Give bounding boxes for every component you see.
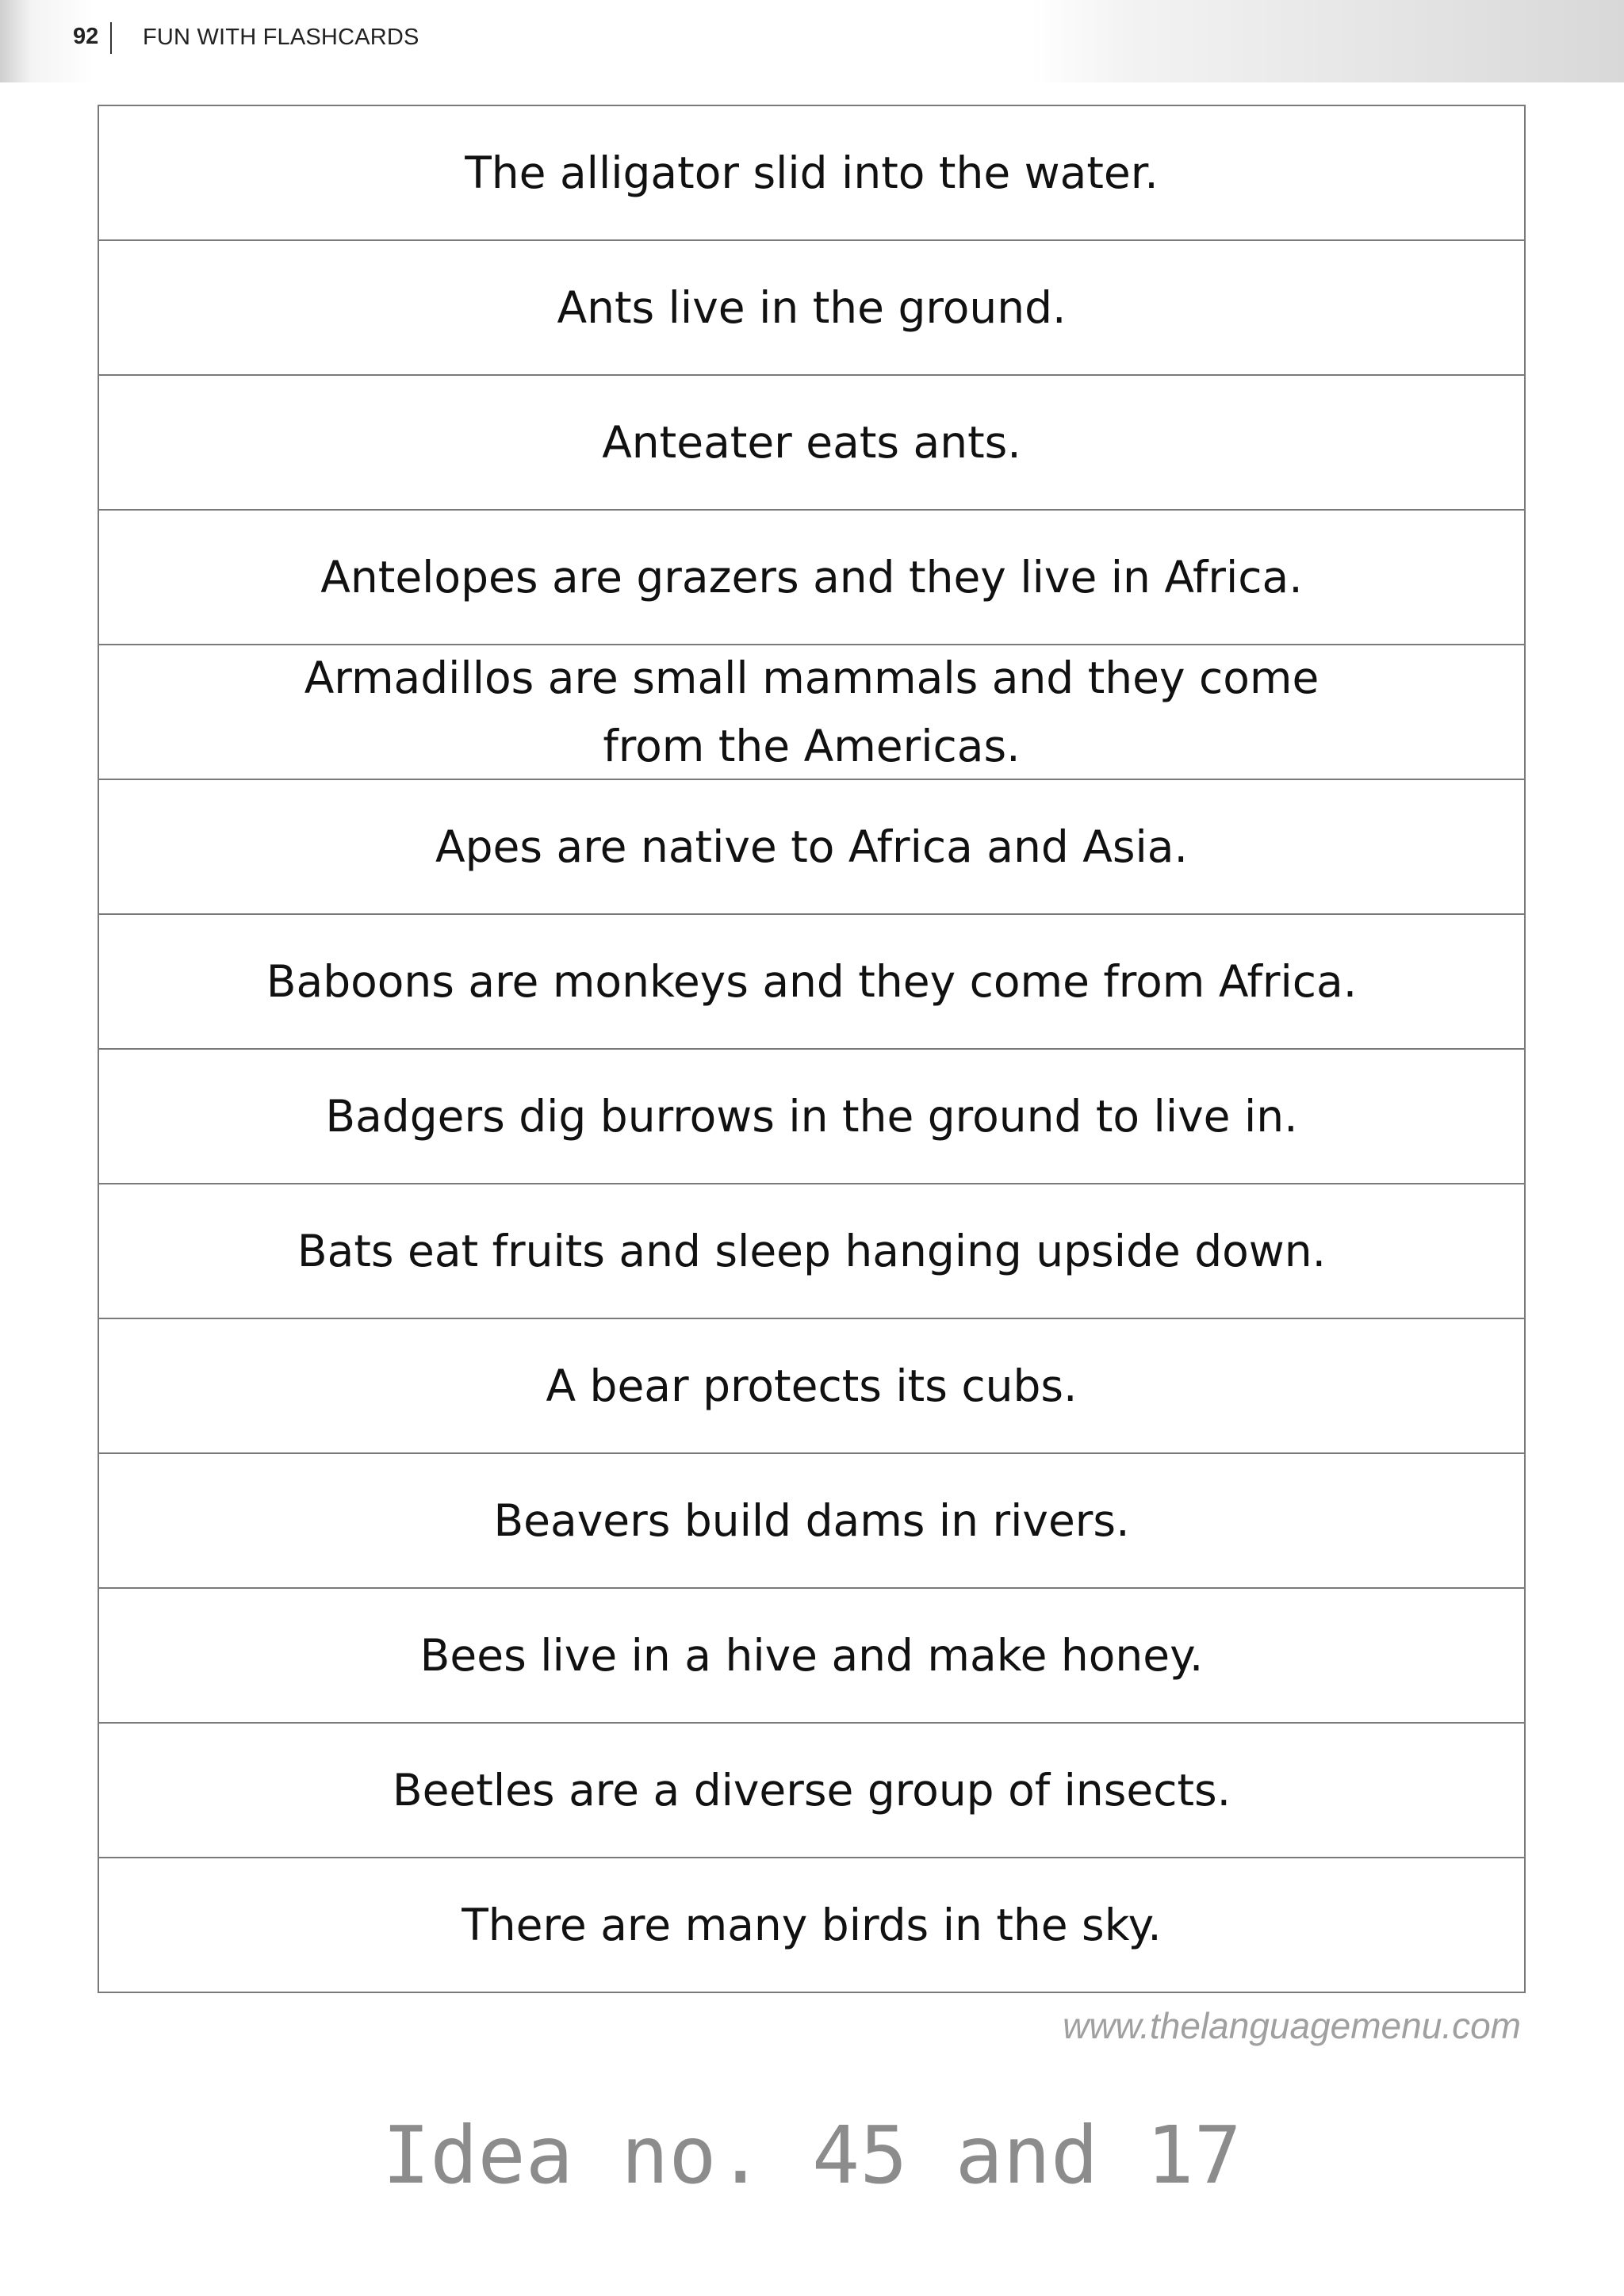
flashcard-sentence: A bear protects its cubs.	[546, 1360, 1078, 1411]
flashcard-sentence: Antelopes are grazers and they live in Africa.	[320, 552, 1303, 603]
flashcard-row	[99, 1724, 1524, 1858]
page-header	[0, 0, 1624, 82]
flashcard-sentence: Beetles are a diverse group of insects.	[392, 1765, 1231, 1816]
flashcard-sentence: Anteater eats ants.	[602, 417, 1021, 468]
flashcard-sentence: Baboons are monkeys and they come from Africa.	[266, 956, 1358, 1007]
flashcard-row	[99, 106, 1524, 241]
flashcard-row	[99, 1454, 1524, 1589]
flashcard-row	[99, 915, 1524, 1050]
page-number: 92	[73, 24, 99, 49]
flashcard-row	[99, 241, 1524, 376]
flashcard-row	[99, 645, 1524, 780]
running-title: FUN WITH FLASHCARDS	[143, 25, 419, 50]
flashcard-sentence: Armadillos are small mammals and they come from the Americas.	[304, 652, 1320, 771]
flashcard-row	[99, 376, 1524, 511]
flashcard-sentence: Apes are native to Africa and Asia.	[435, 821, 1188, 872]
flashcard-sentence: Bats eat fruits and sleep hanging upside down.	[297, 1226, 1327, 1276]
flashcard-row	[99, 1050, 1524, 1184]
flashcard-row	[99, 511, 1524, 645]
flashcard-sentence: Bees live in a hive and make honey.	[419, 1630, 1204, 1681]
flashcard-sentence: Ants live in the ground.	[557, 282, 1067, 333]
flashcard-row	[99, 780, 1524, 915]
flashcard-row	[99, 1184, 1524, 1319]
flashcard-row	[99, 1589, 1524, 1724]
website-url: www.thelanguagemenu.com	[1063, 2005, 1521, 2046]
header-separator	[110, 22, 112, 54]
flashcard-row	[99, 1319, 1524, 1454]
flashcard-sentence: There are many birds in the sky.	[462, 1900, 1162, 1950]
flashcard-sentence: Badgers dig burrows in the ground to live in.	[325, 1091, 1298, 1142]
flashcard-sentence: The alligator slid into the water.	[465, 147, 1159, 198]
flashcard-table	[98, 105, 1526, 1993]
flashcard-row	[99, 1858, 1524, 1993]
idea-caption: Idea no. 45 and 17	[382, 2109, 1242, 2202]
flashcard-sentence: Beavers build dams in rivers.	[493, 1495, 1130, 1546]
